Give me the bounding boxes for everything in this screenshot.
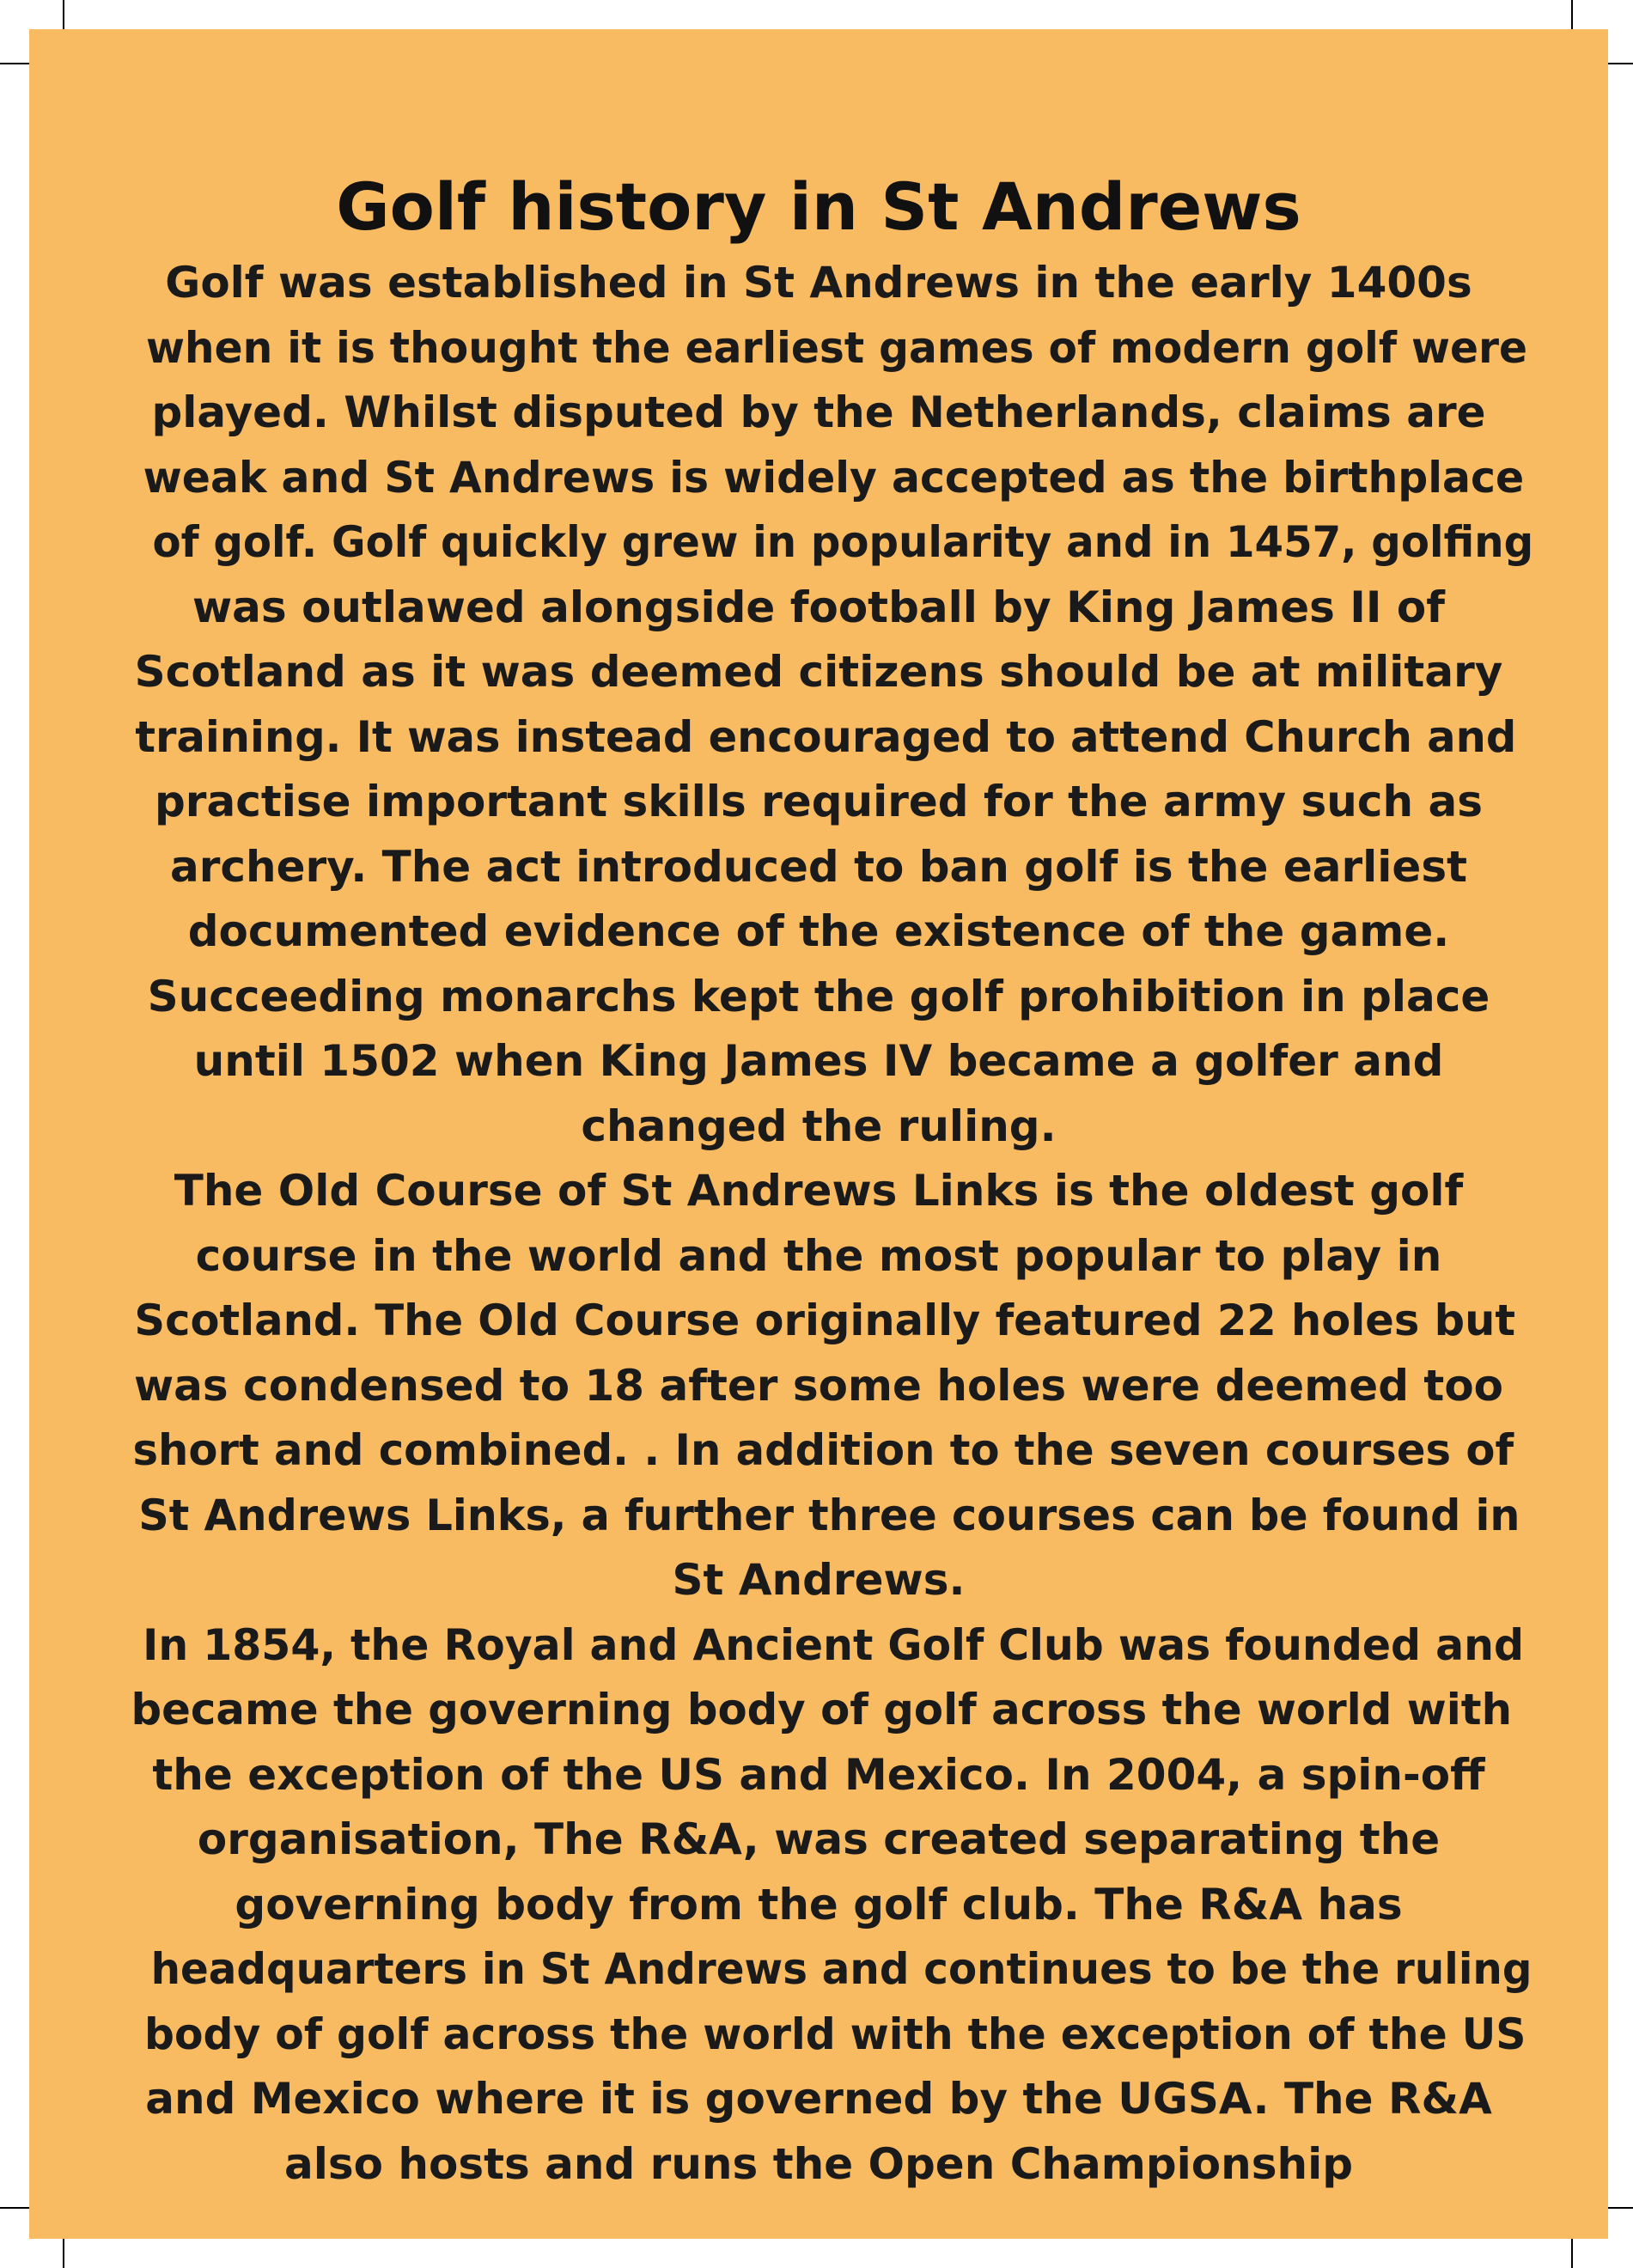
page-title: Golf history in St Andrews [336,168,1301,245]
text-line: until 1502 when King James IV became a golfer and [193,1036,1444,1086]
text-line: Scotland as it was deemed citizens should be at military [134,647,1503,697]
paragraph-royal-and-ancient [128,1613,1532,2198]
text-line: also hosts and runs the Open Championship [283,2138,1354,2189]
text-line: became the governing body of golf across the world with [131,1685,1513,1735]
text-line: The Old Course of St Andrews Links is the oldest golf [174,1166,1464,1216]
text-line: of golf. Golf quickly grew in popularity and in 1457, golfing [152,517,1534,567]
text-line: was outlawed alongside football by King James II of [192,582,1446,632]
text-line: Succeeding monarchs kept the golf prohibition in place [147,971,1490,1021]
text-line: short and combined. . In addition to the seven courses of [132,1425,1514,1475]
content-panel [29,29,1608,2239]
text-line: St Andrews. [672,1555,966,1605]
text-line: and Mexico where it is governed by the UGSA. The R&A [145,2074,1492,2124]
text-line: practise important skills required for the army such as [155,777,1483,826]
paragraph-origins [128,251,1534,1159]
text-line: documented evidence of the existence of the game. [187,906,1450,956]
text-line: changed the ruling. [581,1100,1057,1151]
text-line: Scotland. The Old Course originally featured 22 holes but [134,1296,1516,1345]
text-line: when it is thought the earliest games of modern golf were [145,322,1528,373]
text-line: weak and St Andrews is widely accepted as the birthplace [143,452,1525,503]
text-line: headquarters in St Andrews and continues to be the ruling [150,1944,1532,1994]
text-line: course in the world and the most popular to play in [195,1230,1442,1281]
text-line: played. Whilst disputed by the Netherlands, claims are [151,387,1486,437]
text-line: body of golf across the world with the exception of the US [144,2009,1526,2059]
text-line: archery. The act introduced to ban golf is the earliest [169,841,1467,892]
body-text [128,251,1534,2197]
text-line: In 1854, the Royal and Ancient Golf Club was founded and [143,1619,1525,1670]
text-line: St Andrews Links, a further three courses can be found in [138,1490,1520,1540]
text-line: governing body from the golf club. The R&A has [235,1879,1403,1930]
paragraph-old-course [128,1159,1520,1613]
text-line: organisation, The R&A, was created separating the [197,1814,1441,1864]
text-line: Golf was established in St Andrews in the early 1400s [165,258,1472,308]
text-line: training. It was instead encouraged to attend Church and [135,711,1517,762]
text-line: the exception of the US and Mexico. In 2004, a spin-off [152,1749,1485,1800]
text-line: was condensed to 18 after some holes were deemed too [133,1360,1504,1411]
